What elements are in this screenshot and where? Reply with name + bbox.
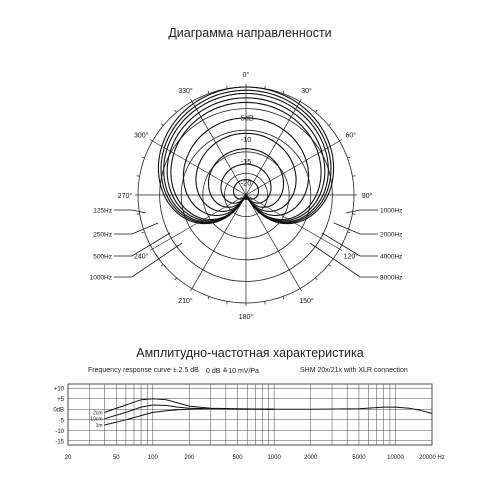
polar-tick-50	[329, 124, 331, 126]
polar-angle-label-240: 240°	[133, 253, 149, 261]
frequency-header-right: SHM 20x/21x with XLR connection	[300, 367, 408, 374]
polar-tick-320	[175, 110, 177, 112]
polar-tick-260	[137, 214, 140, 215]
polar-tick-220	[175, 278, 177, 280]
frequency-series-label-2: 1m	[95, 423, 103, 430]
legend-right-label-0: 1000Hz	[380, 207, 403, 215]
polar-radial-label-2: -15	[240, 156, 252, 166]
legend-right-label-1: 2000Hz	[380, 231, 403, 239]
polar-tick-350	[227, 86, 228, 89]
legend-left-leader-1	[114, 223, 158, 234]
polar-tick-310	[161, 124, 163, 126]
frequency-x-tick-0: 20	[64, 455, 72, 461]
polar-tick-20	[283, 91, 284, 94]
pattern-mesh-left-6	[171, 102, 246, 219]
polar-angle-label-30: 30°	[301, 88, 312, 96]
frequency-x-tick-7: 5000	[352, 455, 366, 461]
polar-tick-190	[227, 301, 228, 304]
polar-tick-210	[191, 289, 193, 292]
frequency-y-tick-1: +5	[57, 397, 64, 404]
polar-spoke-210	[192, 195, 246, 289]
frequency-x-tick-2: 100	[147, 455, 158, 461]
polar-tick-330	[191, 99, 193, 102]
polar-radial-label-0: -5dB	[238, 113, 254, 123]
legend-left-label-2: 500Hz	[93, 253, 112, 261]
polar-spoke-150	[246, 195, 300, 289]
frequency-x-tick-3: 200	[184, 455, 195, 461]
frequency-x-tick-4: 500	[232, 455, 243, 461]
legend-left-leader-0	[114, 210, 146, 213]
frequency-y-tick-3: -5	[58, 418, 64, 425]
polar-chart-title: Диаграмма направленности	[168, 26, 332, 40]
polar-tick-230	[161, 264, 163, 266]
polar-tick-10	[265, 86, 266, 89]
frequency-x-tick-8: 10000	[387, 455, 404, 461]
frequency-x-tick-6: 2000	[303, 455, 318, 461]
legend-right-label-2: 4000Hz	[380, 253, 403, 261]
polar-tick-340	[208, 91, 209, 94]
frequency-x-tick-9: 20000 Hz	[419, 455, 445, 461]
polar-tick-110	[347, 232, 350, 233]
polar-angle-label-330: 330°	[178, 88, 193, 96]
polar-tick-300	[150, 140, 153, 142]
polar-tick-250	[142, 232, 145, 233]
legend-right-leader-0	[346, 210, 378, 213]
polar-tick-160	[283, 296, 284, 299]
polar-tick-130	[329, 264, 331, 266]
polar-angle-label-0: 0°	[242, 72, 250, 79]
polar-tick-70	[347, 157, 350, 158]
polar-angle-label-210: 210°	[178, 297, 193, 305]
frequency-y-tick-2: 0dB	[53, 407, 64, 414]
frequency-x-tick-5: 1000	[267, 455, 281, 461]
polar-tick-240	[150, 249, 153, 251]
frequency-chart-title: Амплитудно-частотная характеристика	[136, 346, 364, 360]
polar-angle-label-90: 90°	[361, 193, 373, 200]
frequency-series-label-0: 2cm	[93, 410, 103, 417]
legend-left-label-1: 250Hz	[93, 231, 112, 239]
legend-left-label-0: 125Hz	[93, 207, 112, 215]
polar-tick-280	[137, 176, 140, 177]
frequency-y-tick-0: +10	[53, 386, 64, 393]
polar-tick-60	[340, 140, 343, 142]
polar-angle-label-180: 180°	[238, 314, 254, 321]
frequency-y-tick-5: -15	[55, 439, 64, 446]
frequency-series-0	[105, 399, 433, 414]
polar-tick-170	[265, 301, 266, 304]
frequency-plot-frame	[68, 384, 432, 445]
polar-spoke-30	[246, 101, 300, 195]
polar-tick-30	[300, 99, 302, 102]
polar-tick-80	[352, 176, 355, 177]
polar-tick-120	[340, 249, 343, 251]
polar-radial-label-3: -20	[240, 178, 252, 188]
legend-right-label-3: 8000Hz	[380, 274, 403, 282]
polar-angle-label-150: 150°	[299, 297, 314, 305]
legend-left-label-3: 1000Hz	[89, 274, 112, 282]
polar-tick-290	[142, 157, 145, 158]
polar-angle-label-270: 270°	[117, 193, 133, 200]
polar-angle-label-60: 60°	[345, 132, 357, 140]
legend-right-leader-1	[334, 223, 378, 234]
frequency-y-tick-4: -10	[55, 428, 64, 435]
polar-tick-200	[208, 296, 209, 299]
frequency-series-label-1: 10cm	[90, 416, 103, 423]
polar-radial-label-1: -10	[240, 135, 252, 145]
polar-tick-100	[352, 214, 355, 215]
frequency-header-left: Frequency response curve ± 2.5 dB	[88, 367, 199, 374]
polar-angle-label-300: 300°	[133, 132, 149, 140]
pattern-mesh-right-6	[246, 102, 321, 219]
polar-tick-150	[300, 289, 302, 292]
polar-angle-label-120: 120°	[343, 253, 359, 261]
frequency-x-tick-1: 50	[112, 455, 120, 461]
polar-tick-40	[315, 110, 317, 112]
frequency-header-mid: 0 dB ≙10 mV/Pa	[206, 368, 259, 375]
polar-tick-140	[315, 278, 317, 280]
